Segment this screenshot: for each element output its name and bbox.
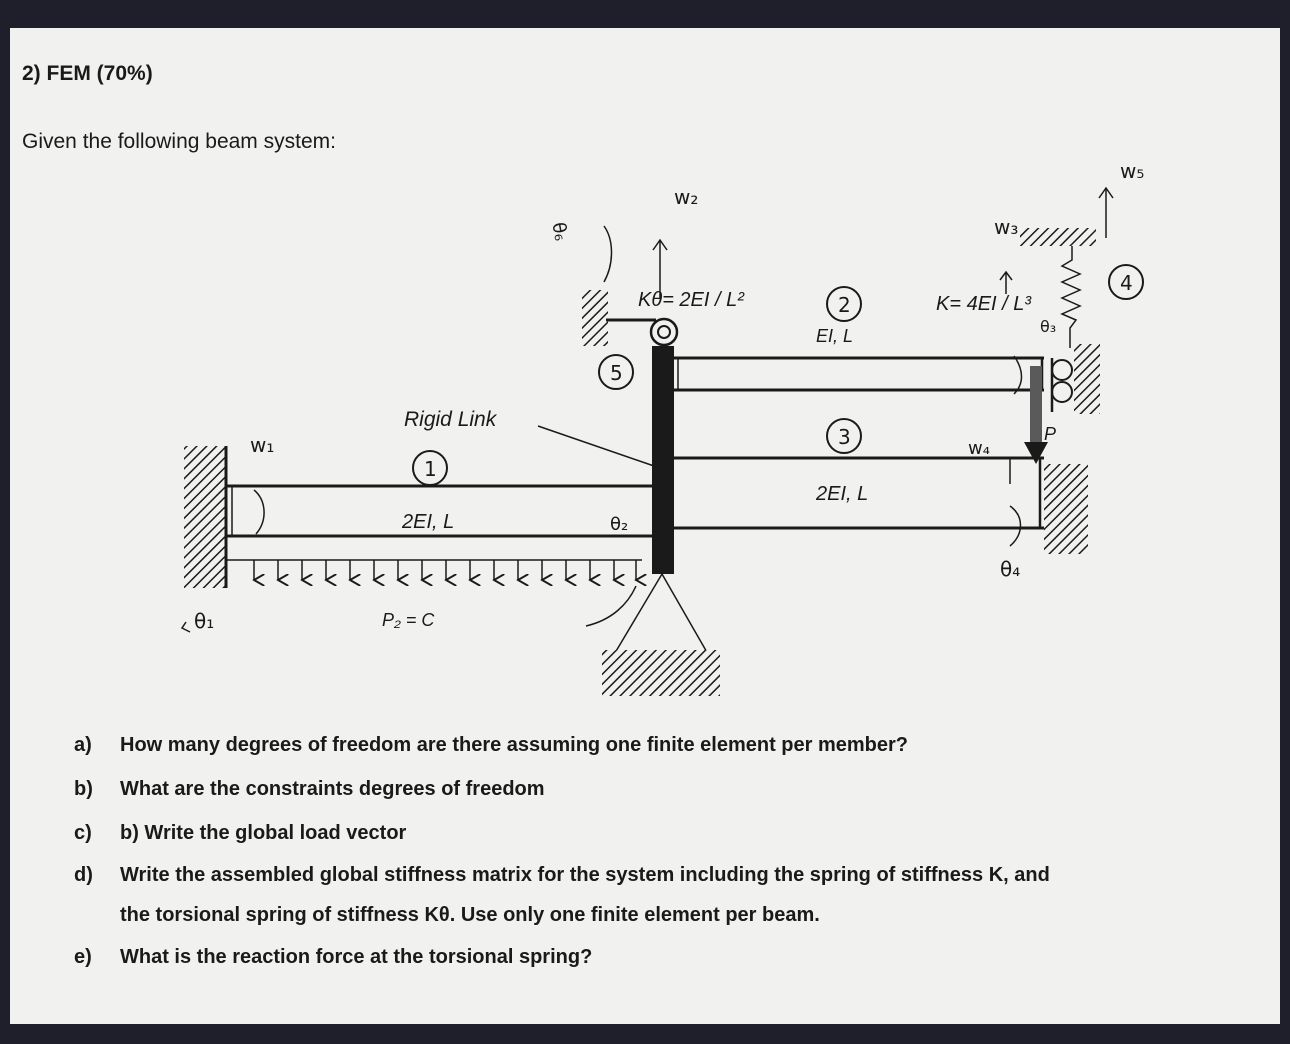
member-5-number: 5 bbox=[610, 361, 623, 385]
question-b-text: What are the constraints degrees of freedom bbox=[120, 778, 545, 800]
left-wall-support bbox=[184, 446, 226, 588]
problem-heading: 2) FEM (70%) bbox=[22, 62, 153, 85]
question-c-text: b) Write the global load vector bbox=[120, 822, 407, 844]
vertical-spring bbox=[1020, 228, 1096, 348]
right-wall-support bbox=[1044, 464, 1088, 554]
handwritten-annotations bbox=[182, 188, 1113, 632]
rigid-link-leader bbox=[538, 426, 654, 466]
dof-w1-label: w₁ bbox=[250, 433, 275, 457]
dof-theta1-label: θ₁ bbox=[194, 609, 215, 633]
dof-theta3-label: θ₃ bbox=[1040, 317, 1057, 336]
question-e-label: e) bbox=[74, 946, 92, 968]
exam-page bbox=[10, 28, 1280, 1024]
member-3-property: 2EI, L bbox=[816, 483, 869, 505]
question-d-text-line2: the torsional spring of stiffness Kθ. Use only one finite element per beam. bbox=[120, 904, 820, 926]
torsional-stiffness-label: Kθ= 2EI / L² bbox=[638, 289, 744, 311]
member-4-number: 4 bbox=[1120, 271, 1133, 295]
intro-text: Given the following beam system: bbox=[22, 130, 336, 153]
rigid-link-bar bbox=[652, 346, 674, 574]
point-load-arrow bbox=[1024, 366, 1048, 464]
dof-w3-label: w₃ bbox=[994, 215, 1019, 239]
spring-stiffness-label: K= 4EI / L³ bbox=[936, 293, 1032, 315]
member-2-property: EI, L bbox=[816, 326, 854, 346]
question-d-label: d) bbox=[74, 864, 93, 886]
member-2-number: 2 bbox=[838, 293, 851, 317]
question-d-text: Write the assembled global stiffness matrix for the system including the spring of stiffness K, and bbox=[120, 864, 1050, 886]
question-a-text: How many degrees of freedom are there assuming one finite element per member? bbox=[120, 734, 908, 756]
member-3-number: 3 bbox=[838, 425, 851, 449]
rigid-link-label: Rigid Link bbox=[404, 408, 497, 431]
member-1-number: 1 bbox=[424, 457, 437, 481]
point-load-label: P bbox=[1044, 424, 1057, 444]
beam-member-2 bbox=[674, 358, 1044, 390]
distributed-load-arrows bbox=[226, 560, 642, 580]
question-c-label: c) bbox=[74, 822, 92, 844]
dof-theta6-label: θ₆ bbox=[547, 220, 572, 243]
distributed-load-label: P₂ = C bbox=[382, 610, 435, 630]
member-1-property: 2EI, L bbox=[402, 511, 455, 533]
dof-w5-label: w₅ bbox=[1120, 159, 1145, 183]
dof-theta2-label: θ₂ bbox=[610, 514, 629, 535]
dof-w4-label: w₄ bbox=[968, 438, 990, 459]
beam-system-figure bbox=[10, 28, 1280, 728]
dof-theta4-label: θ₄ bbox=[1000, 557, 1021, 581]
bottom-pin-support bbox=[602, 574, 720, 696]
roller-support bbox=[1052, 344, 1100, 414]
question-a-label: a) bbox=[74, 734, 92, 756]
dof-w2-label: w₂ bbox=[674, 185, 699, 209]
question-b-label: b) bbox=[74, 778, 93, 800]
question-e-text: What is the reaction force at the torsional spring? bbox=[120, 946, 593, 968]
